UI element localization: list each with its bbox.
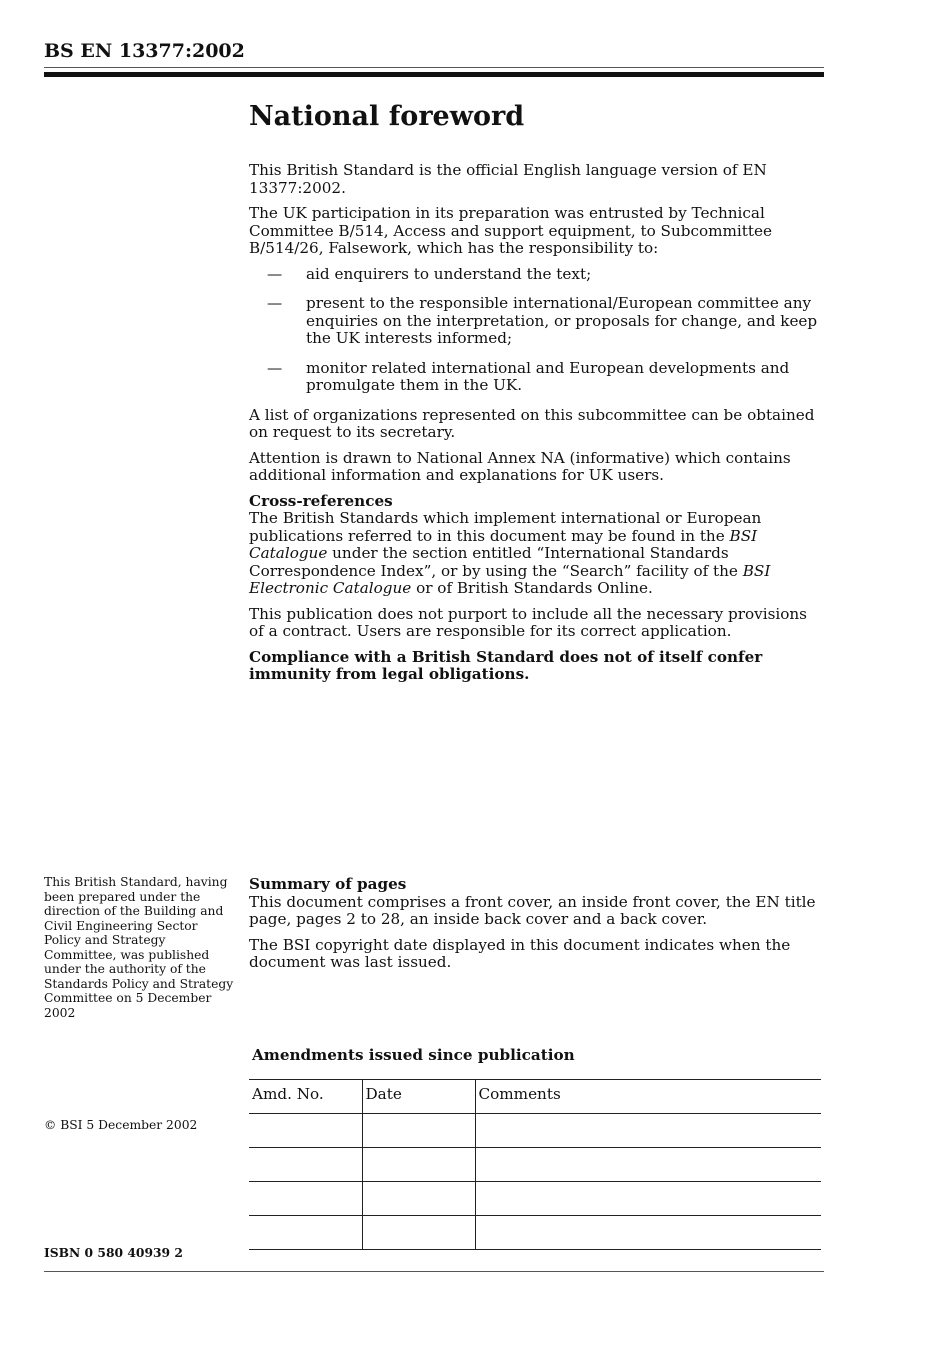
list-item-text: present to the responsible international/European committee any enquiries on the interpretation, or proposals for change, and keep the UK interests informed; [306, 294, 818, 347]
main-content [249, 100, 824, 692]
amendments-title: Amendments issued since publication [252, 1046, 575, 1064]
amd-no-header: Amd. No. [249, 1080, 362, 1114]
list-item-text: aid enquirers to understand the text; [306, 264, 592, 283]
footer-rule [44, 1271, 824, 1272]
list-item-text: monitor related international and European developments and promulgate them in the UK. [306, 358, 790, 394]
header-rule-thin [44, 67, 824, 68]
isbn: ISBN 0 580 40939 2 [44, 1245, 183, 1260]
annex-paragraph: Attention is drawn to National Annex NA (informative) which contains additional information and explanations for UK users. [249, 448, 791, 484]
dash-marker: — [267, 264, 283, 283]
disclaimer-paragraph: This publication does not purport to include all the necessary provisions of a contract. Users are responsible for its correct application. [249, 604, 807, 640]
list-item [249, 360, 824, 395]
crossref-text-2: under the section entitled “International Standards Correspondence Index”, or by using the “Search” facility of the [249, 544, 743, 580]
date-header: Date [362, 1080, 475, 1114]
compliance-statement: Compliance with a British Standard does not of itself confer immunity from legal obligations. [249, 647, 763, 683]
crossref-heading: Cross-references [249, 491, 393, 510]
list-item [249, 266, 824, 284]
responsibility-list [249, 266, 824, 395]
header-rule-thick [44, 72, 824, 77]
table-header-row [249, 1080, 821, 1114]
crossref-paragraph [249, 510, 824, 598]
summary-paragraph: This document comprises a front cover, an inside front cover, the EN title page, pages 2 to 28, an inside back cover and a back cover. [249, 892, 816, 928]
table-row [249, 1114, 821, 1148]
summary-heading: Summary of pages [249, 875, 407, 893]
copyright-date-paragraph: The BSI copyright date displayed in this document indicates when the document was last issued. [249, 935, 791, 971]
organizations-paragraph: A list of organizations represented on this subcommittee can be obtained on request to its secretary. [249, 405, 815, 441]
document-id: BS EN 13377:2002 [44, 40, 245, 62]
dash-marker: — [267, 294, 283, 312]
copyright-notice: © BSI 5 December 2002 [44, 1118, 198, 1132]
table-row [249, 1182, 821, 1216]
bsi-catalogue-italic: BSI Catalogue [249, 526, 758, 562]
dash-marker: — [267, 358, 283, 377]
list-item [249, 295, 824, 348]
intro-paragraph: This British Standard is the official English language version of EN 13377:2002. [249, 161, 767, 197]
crossref-text-3: or of British Standards Online. [411, 579, 653, 597]
table-row [249, 1148, 821, 1182]
crossref-text-1: The British Standards which implement international or European publications referred to in this document may be found in the [249, 509, 762, 545]
comments-header: Comments [475, 1080, 821, 1114]
page-title: National foreword [249, 101, 525, 132]
amendments-table [249, 1079, 821, 1250]
publication-note: This British Standard, having been prepared under the direction of the Building and Civil Engineering Sector Policy and Strategy Committee, was published under the authority of the Standards Policy and Strategy Committee on 5 December 2002 [44, 875, 234, 1020]
summary-section [249, 876, 824, 980]
bsi-electronic-catalogue-italic: BSI Electronic Catalogue [249, 561, 771, 597]
table-row [249, 1216, 821, 1250]
participation-paragraph: The UK participation in its preparation was entrusted by Technical Committee B/514, Access and support equipment, to Subcommittee B/514/26, Falsework, which has the responsibility to: [249, 204, 772, 257]
